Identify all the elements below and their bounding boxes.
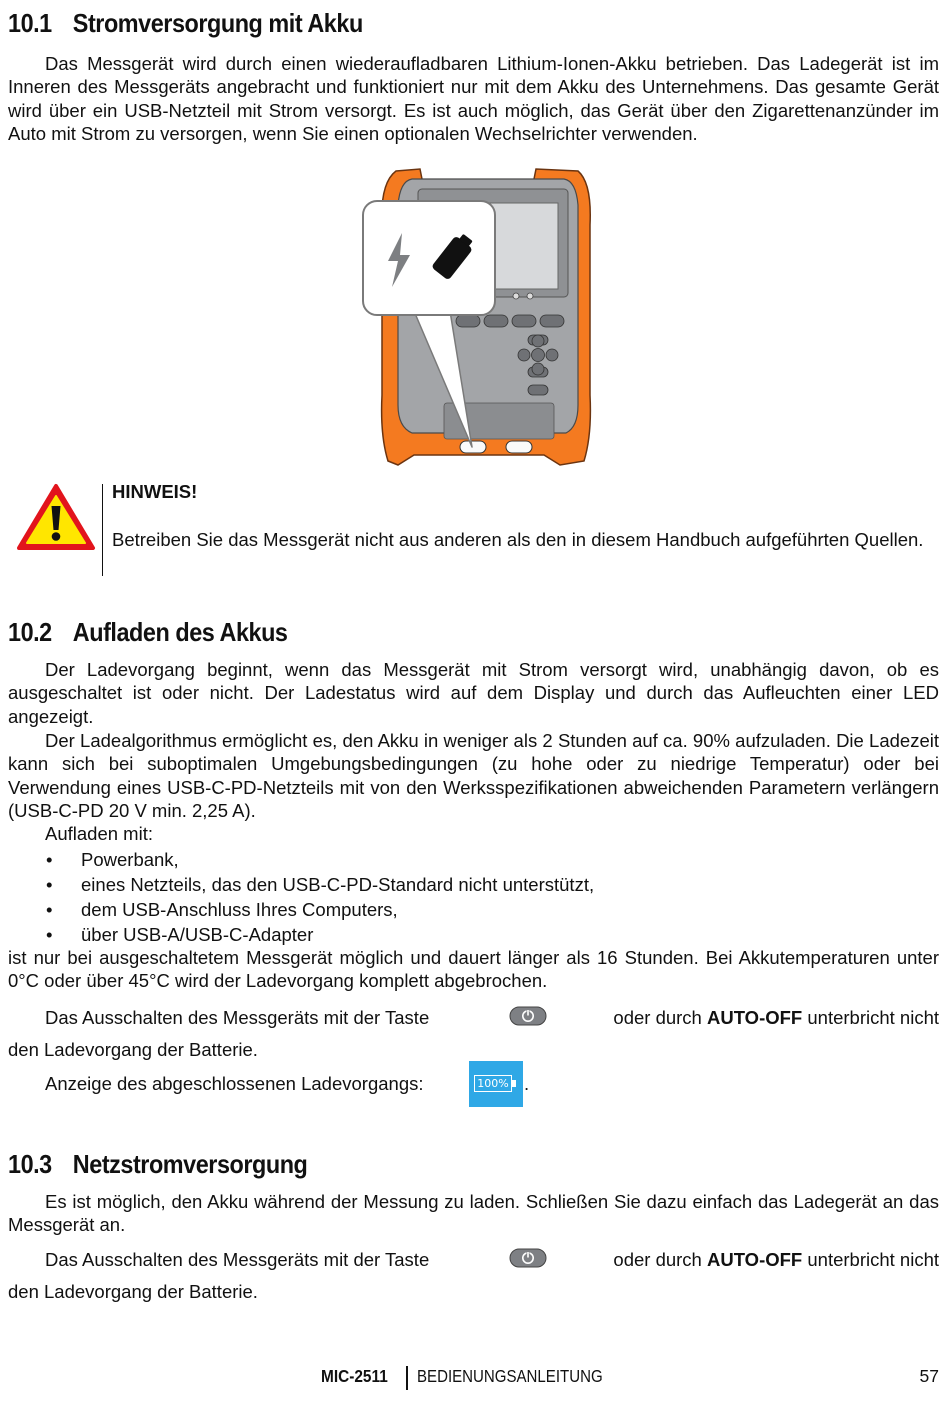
- charge-complete-end: .: [524, 1073, 530, 1094]
- footer-model: MIC-2511: [321, 1366, 388, 1386]
- notice-title: HINWEIS!: [112, 481, 198, 502]
- footer-separator: [406, 1366, 408, 1390]
- power-button-icon: [509, 1006, 547, 1026]
- section-number: 10.3: [8, 1149, 52, 1179]
- device-illustration: [352, 165, 604, 471]
- section-title: Aufladen des Akkus: [72, 617, 288, 647]
- paragraph-charging-start: Der Ladevorgang beginnt, wenn das Messgerät mit Strom versorgt wird, unabhängig davon, ob es ausgeschaltet ist oder nicht. Der Ladestatus wird auf dem Display und durch das Aufleuchten einer LED angezeigt.: [8, 659, 939, 727]
- paragraph-charging-algorithm: Der Ladealgorithmus ermöglicht es, den Akku in weniger als 2 Stunden auf ca. 90% aufzuladen. Die Ladezeit kann sich bei suboptimalen Umgebungsbedingungen (zu hohe oder zu niedrige Temperatur) oder bei Verwendung eines USB-C-PD-Netzteils mit von den Werksspezifikationen abweichenden Parametern verlängern (USB-C-PD 20 V min. 2,25 A).: [8, 730, 939, 822]
- section-heading-10-1: [8, 8, 363, 39]
- notice-divider: [102, 484, 103, 576]
- power-off-text: Das Ausschalten des Messgeräts mit der Taste: [45, 1249, 430, 1270]
- paragraph-battery-intro: Das Messgerät wird durch einen wiederaufladbaren Lithium-Ionen-Akku betrieben. Das Ladegerät ist im Inneren des Messgeräts angebracht und funktioniert nur mit dem Akku des Unternehmens. Das gesamte Gerät wird über ein USB-Netzteil mit Strom versorgt. Es ist auch möglich, das Gerät über den Zigarettenanzünder im Auto mit Strom zu versorgen, wenn Sie einen optionalen Wechselrichter verwenden.: [8, 53, 939, 145]
- page-footer: [8, 1366, 939, 1390]
- warning-icon: [16, 482, 96, 552]
- auto-off-label: AUTO-OFF: [707, 1249, 803, 1270]
- charging-with-label: Aufladen mit:: [45, 823, 153, 844]
- power-button-icon: [509, 1248, 547, 1268]
- power-off-continuation: den Ladevorgang der Batterie.: [8, 1281, 258, 1302]
- battery-percent: 100%: [477, 1077, 509, 1090]
- manual-page: [8, 0, 939, 1401]
- power-off-after: unterbricht nicht: [807, 1007, 939, 1028]
- power-off-mid: oder durch: [613, 1249, 702, 1270]
- charge-complete-label: Anzeige des abgeschlossenen Ladevorgangs:: [45, 1073, 424, 1094]
- section-heading-10-2: [8, 617, 287, 648]
- list-item: • dem USB-Anschluss Ihres Computers,: [46, 899, 398, 920]
- battery-full-indicator: [469, 1061, 523, 1107]
- charging-sources-list: [8, 847, 939, 947]
- section-title: Netzstromversorgung: [72, 1149, 308, 1179]
- section-heading-10-3: [8, 1149, 307, 1180]
- paragraph-mains-power: Es ist möglich, den Akku während der Messung zu laden. Schließen Sie dazu einfach das Ladegerät an das Messgerät an.: [8, 1191, 939, 1236]
- section-number: 10.1: [8, 8, 52, 38]
- list-item: • über USB-A/USB-C-Adapter: [46, 924, 314, 945]
- section-number: 10.2: [8, 617, 52, 647]
- notice-text: Betreiben Sie das Messgerät nicht aus anderen als den in diesem Handbuch aufgeführten Quellen.: [112, 529, 924, 550]
- page-number: 57: [919, 1366, 939, 1386]
- power-off-continuation: den Ladevorgang der Batterie.: [8, 1039, 258, 1060]
- section-title: Stromversorgung mit Akku: [72, 8, 363, 38]
- paragraph-charging-conditions: ist nur bei ausgeschaltetem Messgerät möglich und dauert länger als 16 Stunden. Bei Akkutemperaturen unter 0°C oder über 45°C wird der Ladevorgang komplett abgebrochen.: [8, 947, 939, 992]
- list-item: • Powerbank,: [46, 849, 179, 870]
- footer-manual-title: BEDIENUNGSANLEITUNG: [417, 1366, 603, 1386]
- battery-tip: [512, 1080, 516, 1087]
- charging-battery-icon: [380, 220, 475, 300]
- power-off-mid: oder durch: [613, 1007, 702, 1028]
- list-item: • eines Netzteils, das den USB-C-PD-Standard nicht unterstützt,: [46, 874, 595, 895]
- power-off-text: Das Ausschalten des Messgeräts mit der Taste: [45, 1007, 430, 1028]
- power-off-line: [8, 1003, 939, 1033]
- power-off-line: [8, 1245, 939, 1275]
- auto-off-label: AUTO-OFF: [707, 1007, 803, 1028]
- power-off-after: unterbricht nicht: [807, 1249, 939, 1270]
